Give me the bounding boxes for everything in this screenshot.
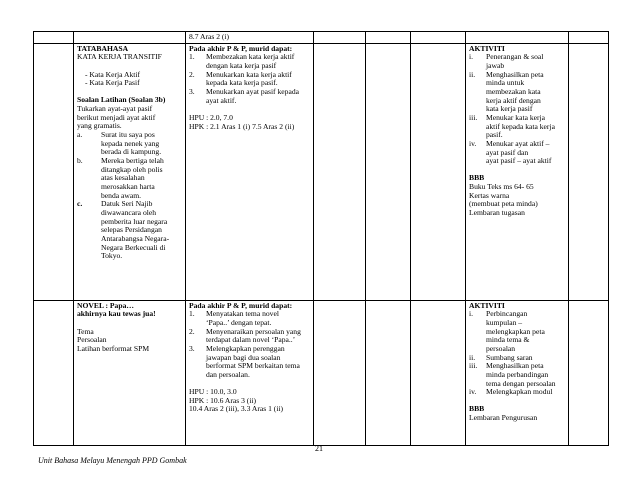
topic-title-line: NOVEL : Papa… (77, 300, 134, 310)
list-marker: iii. (469, 112, 478, 122)
bbb-item: (membuat peta minda) (469, 199, 538, 209)
table-row-novel (34, 300, 609, 445)
objective-item (189, 88, 310, 105)
activity-list (469, 53, 565, 166)
objective-item (189, 71, 310, 88)
list-line: minda untuk (486, 78, 525, 88)
objective-title: Pada akhir P & P, murid dapat: (189, 43, 293, 53)
empty-cell (366, 43, 411, 300)
list-marker: 1. (189, 309, 195, 319)
hpk-text-continued: 10.4 Aras 2 (iii), 3.3 Aras 1 (ii) (189, 404, 284, 414)
empty-cell (411, 32, 466, 44)
list-line: melengkapkan peta (486, 326, 545, 336)
list-marker: i. (469, 309, 474, 319)
week-cell (34, 43, 74, 300)
notes-cell (569, 32, 609, 44)
list-line: Negara Berkecuali di (101, 242, 166, 252)
empty-cell (314, 32, 366, 44)
list-line: kepada nenek yang (101, 138, 160, 148)
list-marker: i. (469, 52, 474, 62)
list-line: Mereka bertiga telah (101, 156, 164, 166)
list-line: aktif kepada kata kerja (486, 121, 555, 131)
hpu-text: HPU : 10.0, 3.0 (189, 387, 237, 397)
list-line: tema dengan persoalan (486, 378, 556, 388)
exercise-intro-line: yang gramatis. (77, 121, 122, 131)
list-marker: b. (77, 156, 83, 166)
list-line: kepada kata kerja pasif. (206, 78, 278, 88)
activity-item (469, 140, 565, 166)
list-marker: c. (77, 199, 83, 209)
bbb-title: BBB (469, 173, 485, 183)
list-line: jawab (486, 60, 505, 70)
list-line: kata kerja pasif (486, 104, 533, 114)
list-marker: 3. (189, 343, 195, 353)
bbb-item: Buku Teks ms 64- 65 (469, 182, 534, 192)
objective-title: Pada akhir P & P, murid dapat: (189, 300, 293, 310)
objective-list (189, 310, 310, 379)
objective-cell (186, 300, 314, 445)
list-line: ayat pasif – ayat aktif (486, 156, 552, 166)
exercise-item (77, 131, 182, 157)
topic-item: Persoalan (77, 335, 107, 345)
topic-items (77, 328, 182, 354)
list-line: Menghasilkan peta (486, 69, 544, 79)
list-line: kumpulan – (486, 317, 523, 327)
list-marker: iv. (469, 387, 477, 397)
list-marker: 1. (189, 52, 195, 62)
bbb-item: Lembaran tugasan (469, 208, 525, 218)
topic-bullets (77, 71, 182, 88)
list-line: Menukar ayat aktif – (486, 138, 550, 148)
topic-subtitle: KATA KERJA TRANSITIF (77, 52, 162, 62)
topic-title-line: akhirnya kau tewas jua! (77, 309, 156, 319)
list-line: Perbincangan (486, 309, 528, 319)
objective-list (189, 53, 310, 105)
list-line: minda perbandingan (486, 369, 549, 379)
list-line: berformat SPM berkaitan tema (206, 361, 300, 371)
exercise-item (77, 200, 182, 261)
topic-bullet: - Kata Kerja Aktif (85, 69, 141, 79)
list-line: Melengkapkan perenggan (206, 343, 285, 353)
bbb-list (469, 414, 565, 423)
activity-item (469, 388, 565, 397)
bbb-item: Lembaran Pengurusan (469, 413, 538, 423)
activity-item (469, 310, 565, 353)
list-marker: ii. (469, 69, 476, 79)
list-line: membezakan kata (486, 86, 541, 96)
list-line: ayat pasif dan (486, 147, 529, 157)
list-marker: iii. (469, 361, 478, 371)
topic-item: Tema (77, 326, 94, 336)
activity-list (469, 310, 565, 397)
objective-cell: 8.7 Aras 2 (i) (186, 32, 314, 44)
list-line: Penerangan & soal (486, 52, 544, 62)
topic-cell (74, 32, 186, 44)
topic-title: TATABAHASA (77, 43, 129, 53)
list-line: berada di kampung. (101, 147, 162, 157)
list-marker: 3. (189, 86, 195, 96)
empty-cell (314, 300, 366, 445)
list-line: dan persoalan. (206, 369, 250, 379)
list-line: ditangkap oleh polis (101, 164, 163, 174)
list-line: atas kesalahan (101, 173, 145, 183)
exercise-list (77, 131, 182, 261)
list-line: kerja aktif dengan (486, 95, 541, 105)
list-line: pasif. (486, 130, 503, 140)
activity-item (469, 53, 565, 70)
list-marker: ii. (469, 352, 476, 362)
objective-item (189, 328, 310, 345)
empty-cell (366, 32, 411, 44)
empty-cell (411, 300, 466, 445)
list-line: Antarabangsa Negara- (101, 233, 170, 243)
notes-cell (569, 43, 609, 300)
list-line: Menyenaraikan persoalan yang (206, 326, 301, 336)
list-line: Tokyo. (101, 251, 123, 261)
table-row-tatabahasa (34, 43, 609, 300)
list-line: ‘Papa..’ dengan tepat. (206, 317, 272, 327)
objective-cell (186, 43, 314, 300)
list-line: Menghasilkan peta (486, 361, 544, 371)
activity-cell (466, 32, 569, 44)
week-cell (34, 32, 74, 44)
list-line: merosakkan harta (101, 182, 155, 192)
list-line: Menukarkan kata kerja aktif (206, 69, 292, 79)
topic-cell (74, 300, 186, 445)
list-line: terdapat dalam novel ‘Papa..’ (206, 335, 296, 345)
list-line: benda awam. (101, 190, 142, 200)
activity-cell (466, 300, 569, 445)
activity-title: AKTIVITI (469, 300, 505, 310)
footer-text: Unit Bahasa Melayu Menengah PPD Gombak (38, 456, 187, 465)
list-line: dengan kata kerja pasif (206, 60, 277, 70)
list-line: Menukar kata kerja (486, 112, 546, 122)
objective-item (189, 310, 310, 327)
notes-cell (569, 300, 609, 445)
empty-cell (411, 43, 466, 300)
topic-item: Latihan berformat SPM (77, 343, 150, 353)
exercise-item (77, 157, 182, 200)
list-line: selepas Persidangan (101, 225, 162, 235)
activity-item (469, 71, 565, 114)
empty-cell (366, 300, 411, 445)
bbb-item: Kertas warna (469, 190, 510, 200)
list-line: Membezakan kata kerja aktif (206, 52, 295, 62)
bbb-list (469, 183, 565, 218)
topic-title (77, 302, 182, 319)
hpk-text: HPK : 2.1 Aras 1 (i) 7.5 Aras 2 (ii) (189, 121, 295, 131)
list-marker: 2. (189, 326, 195, 336)
hpu-text: HPU : 2.0, 7.0 (189, 112, 233, 122)
topic-cell (74, 43, 186, 300)
activity-cell (466, 43, 569, 300)
list-line: persoalan (486, 343, 516, 353)
activity-title: AKTIVITI (469, 43, 505, 53)
exercise-intro (77, 105, 182, 131)
list-line: Melengkapkan modul (486, 387, 553, 397)
exercise-intro-line: Tukarkan ayat-ayat pasif (77, 104, 153, 114)
list-line: diwawancara oleh (101, 208, 157, 217)
list-line: ayat aktif. (206, 95, 237, 105)
empty-cell (314, 43, 366, 300)
list-marker: 2. (189, 69, 195, 79)
exercise-intro-line: berikut menjadi ayat aktif (77, 112, 156, 122)
list-line: Datuk Seri Najib (101, 199, 153, 209)
list-line: Menyatakan tema novel (206, 309, 279, 319)
activity-item (469, 114, 565, 140)
list-marker: iv. (469, 138, 477, 148)
list-line: jawapan bagi dua soalan (206, 352, 281, 362)
list-marker: a. (77, 130, 83, 140)
objective-item (189, 53, 310, 70)
list-line: Menukarkan ayat pasif kepada (206, 86, 299, 96)
list-line: Surat itu saya pos (101, 130, 155, 140)
list-line: pemberita luar negara (101, 216, 168, 226)
activity-item (469, 362, 565, 388)
hpk-text: HPK : 10.6 Aras 3 (ii) (189, 395, 257, 405)
exercise-title: Soalan Latihan (Soalan 3b) (77, 95, 166, 105)
week-cell (34, 300, 74, 445)
list-line: minda tema & (486, 335, 530, 345)
list-line: Sumbang saran (486, 352, 533, 362)
objective-item (189, 345, 310, 380)
lesson-plan-table (33, 31, 609, 446)
bbb-title: BBB (469, 404, 485, 414)
page-number: 21 (315, 444, 323, 453)
topic-bullet: - Kata Kerja Pasif (85, 78, 140, 88)
table-row-continued (34, 32, 609, 44)
